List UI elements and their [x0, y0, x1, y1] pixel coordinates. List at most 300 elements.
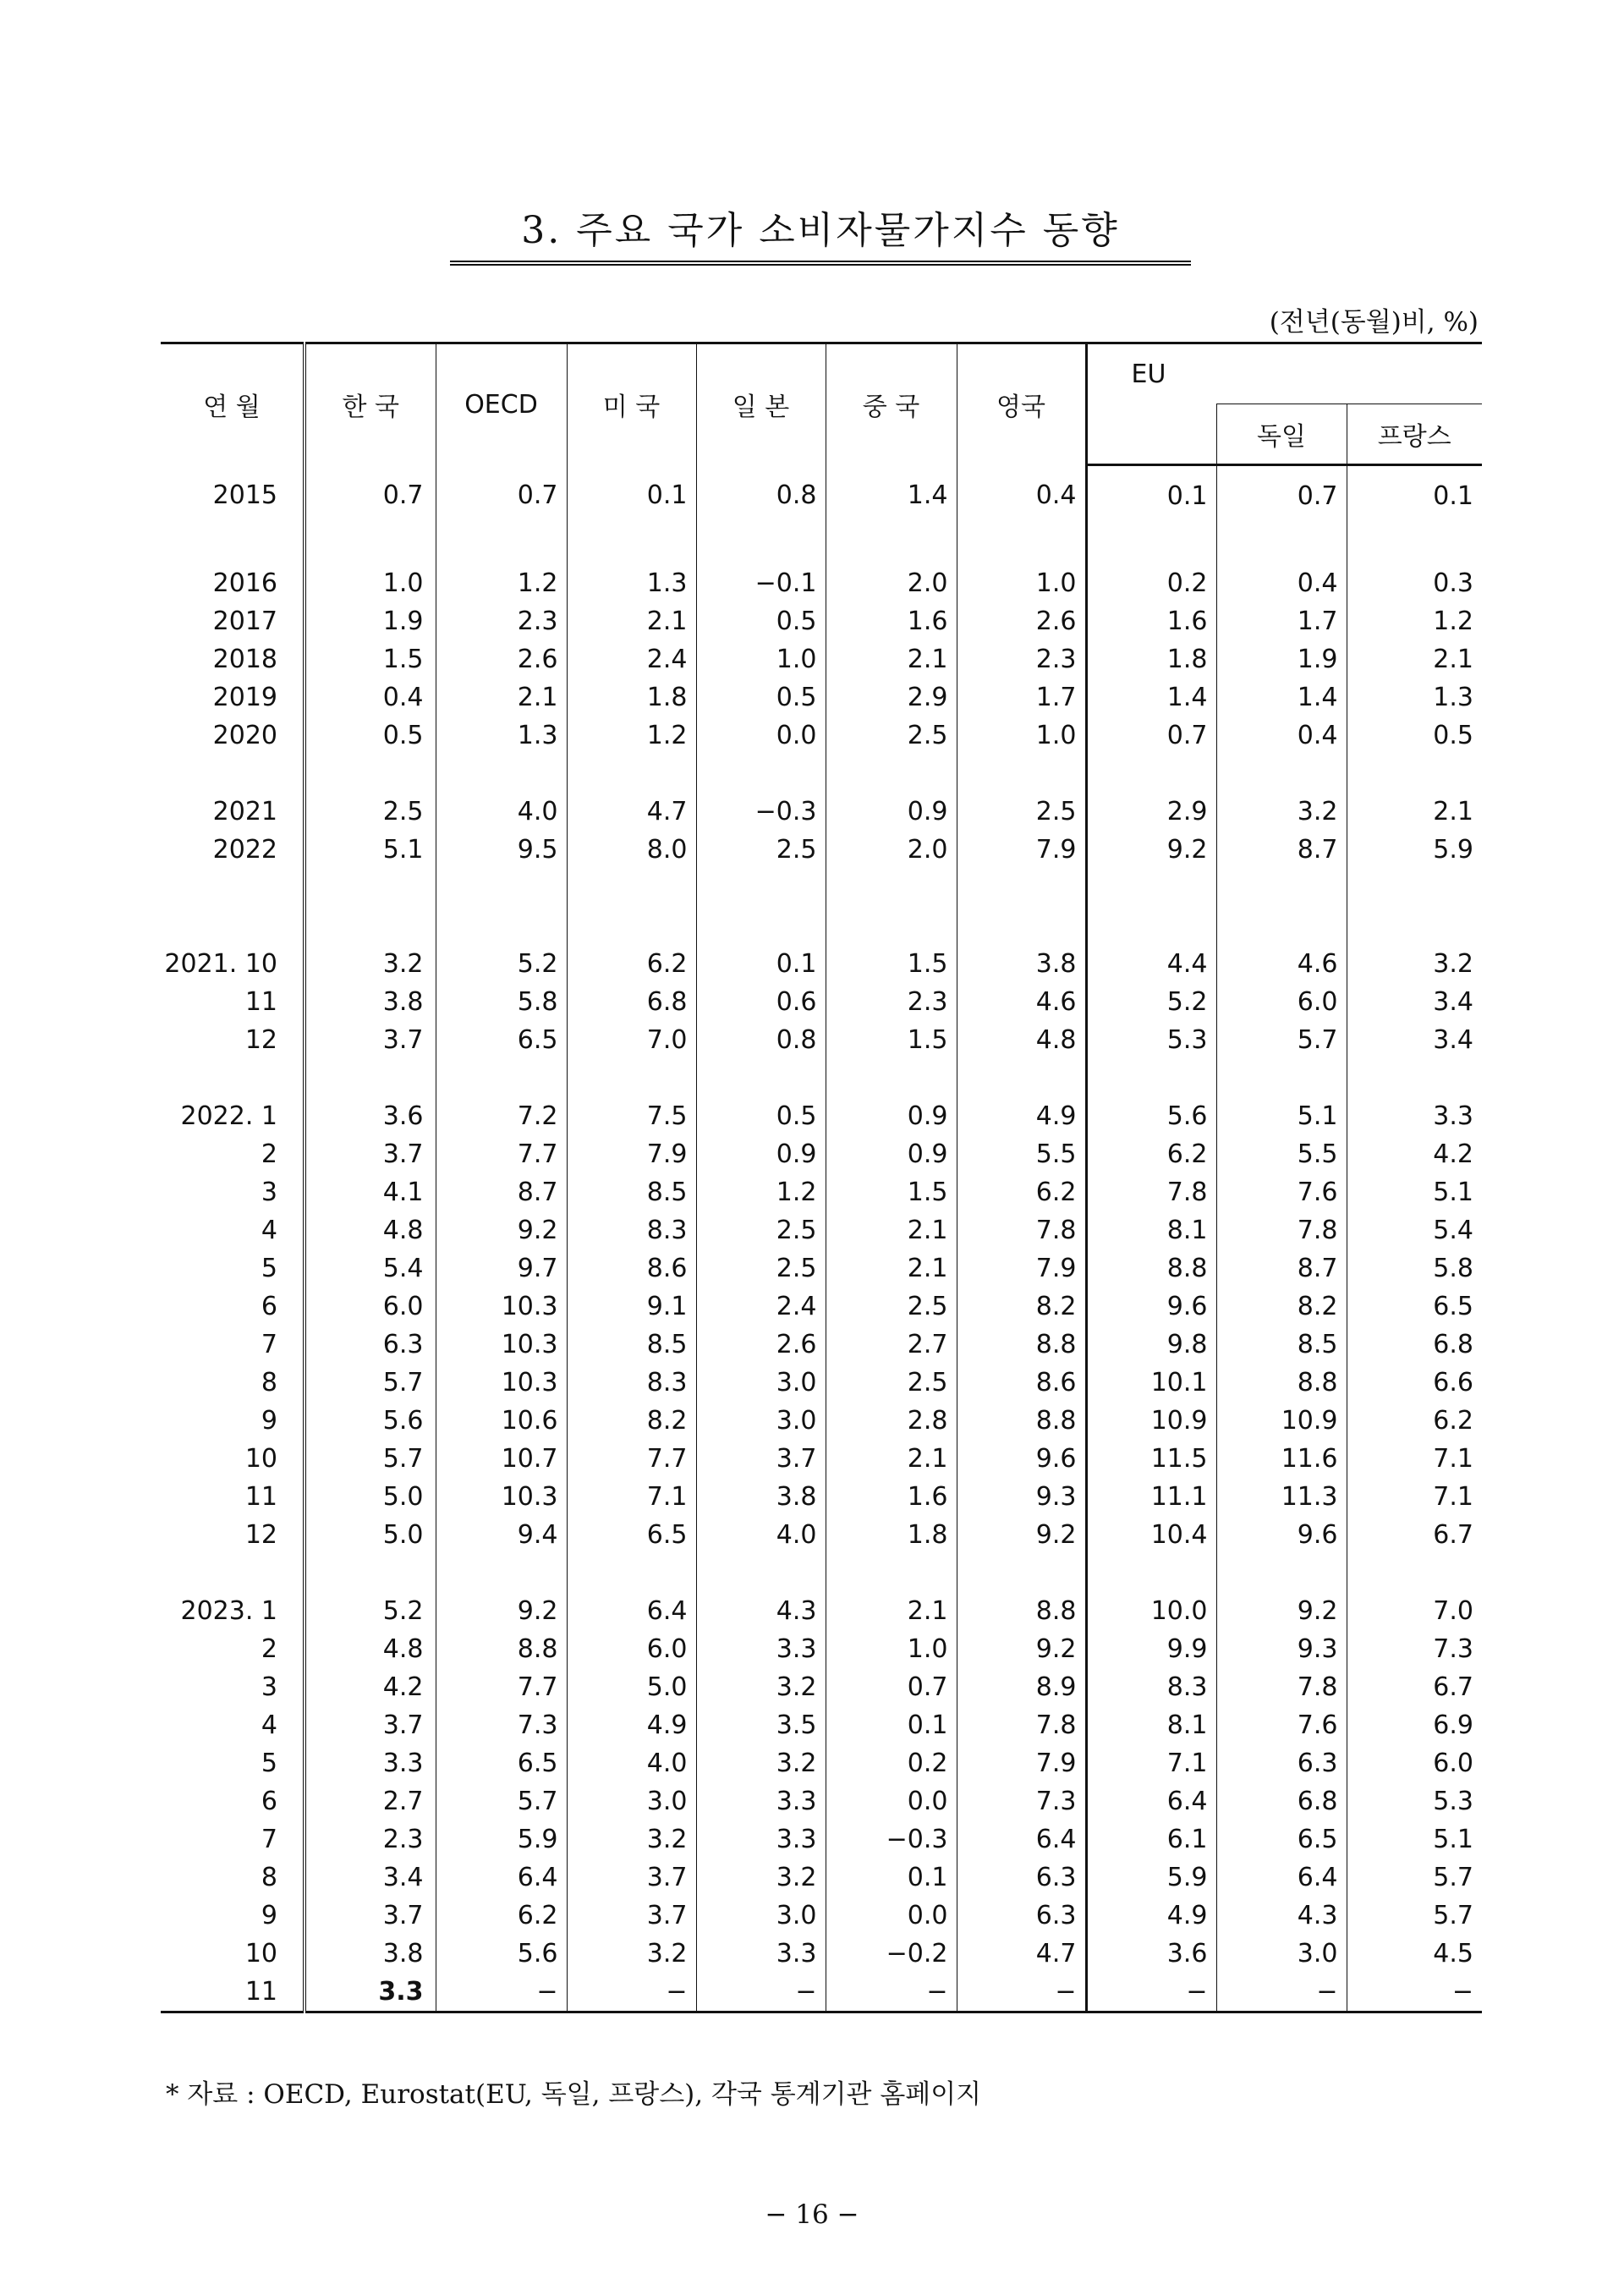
table-row [161, 1440, 1482, 1478]
value-cell: 8.8 [957, 1326, 1086, 1364]
value-cell: 5.9 [1086, 1859, 1216, 1897]
value-cell: 2.8 [826, 1402, 957, 1440]
table-row [161, 1859, 1482, 1897]
value-cell: 0.0 [826, 1897, 957, 1935]
spacer-cell [957, 1059, 1086, 1097]
value-cell: 4.7 [957, 1935, 1086, 1973]
value-cell: 3.2 [1216, 793, 1347, 831]
spacer-cell [1086, 526, 1216, 564]
value-cell: 2.3 [957, 640, 1086, 678]
value-cell: 7.6 [1216, 1173, 1347, 1211]
table-row [161, 1326, 1482, 1364]
value-cell: 2.0 [826, 564, 957, 602]
value-cell: 0.9 [826, 1135, 957, 1173]
value-cell: 6.5 [567, 1516, 696, 1554]
value-cell: 8.3 [567, 1211, 696, 1249]
value-cell: 0.1 [826, 1859, 957, 1897]
header-china: 중 국 [826, 343, 957, 465]
spacer-cell [957, 869, 1086, 907]
value-cell: 7.8 [1216, 1211, 1347, 1249]
spacer-cell [1347, 869, 1482, 907]
value-cell: 5.3 [1347, 1782, 1482, 1820]
value-cell: 4.3 [696, 1592, 826, 1630]
value-cell: 3.7 [304, 1706, 436, 1744]
value-cell: 4.0 [436, 793, 567, 831]
source-note: * 자료 : OECD, Eurostat(EU, 독일, 프랑스), 각국 통계기관 홈페이지 [166, 2079, 982, 2110]
value-cell: 6.3 [304, 1326, 436, 1364]
value-cell: 10.3 [436, 1478, 567, 1516]
period-cell: 2017 [161, 602, 304, 640]
value-cell: 1.8 [826, 1516, 957, 1554]
period-cell: 8 [161, 1859, 304, 1897]
value-cell: 11.1 [1086, 1478, 1216, 1516]
header-germany: 독일 [1216, 404, 1347, 465]
table-row [161, 1211, 1482, 1249]
value-cell: 0.1 [696, 945, 826, 983]
value-cell: 10.9 [1086, 1402, 1216, 1440]
value-cell: 8.2 [1216, 1288, 1347, 1326]
spacer-cell [567, 1554, 696, 1592]
period-cell: 9 [161, 1402, 304, 1440]
value-cell: 1.5 [826, 1021, 957, 1059]
value-cell: − [696, 1973, 826, 2012]
value-cell: 3.7 [304, 1135, 436, 1173]
value-cell: 6.2 [1347, 1402, 1482, 1440]
value-cell: 3.4 [1347, 983, 1482, 1021]
value-cell: 8.6 [957, 1364, 1086, 1402]
value-cell: 1.7 [1216, 602, 1347, 640]
value-cell: 8.2 [957, 1288, 1086, 1326]
value-cell: 3.8 [957, 945, 1086, 983]
value-cell: 7.2 [436, 1097, 567, 1135]
table-row [161, 1744, 1482, 1782]
spacer-cell [1347, 526, 1482, 564]
period-cell: 11 [161, 1478, 304, 1516]
value-cell: 1.4 [1216, 678, 1347, 717]
spacer-cell [957, 755, 1086, 793]
value-cell: 2.3 [304, 1820, 436, 1859]
value-cell: 0.7 [436, 465, 567, 526]
value-cell: 3.8 [304, 983, 436, 1021]
header-usa: 미 국 [567, 343, 696, 465]
value-cell: 3.2 [304, 945, 436, 983]
value-cell: 6.5 [436, 1021, 567, 1059]
spacer-cell [957, 526, 1086, 564]
period-cell: 2022 [161, 831, 304, 869]
value-cell: 0.4 [304, 678, 436, 717]
value-cell: 9.2 [436, 1211, 567, 1249]
value-cell: 4.6 [1216, 945, 1347, 983]
spacer-cell [1086, 1554, 1216, 1592]
spacer-cell [567, 755, 696, 793]
value-cell: 2.5 [826, 1288, 957, 1326]
value-cell: 6.0 [304, 1288, 436, 1326]
value-cell: 6.2 [957, 1173, 1086, 1211]
value-cell: 4.1 [304, 1173, 436, 1211]
value-cell: 8.2 [567, 1402, 696, 1440]
table-row [161, 983, 1482, 1021]
value-cell: − [567, 1973, 696, 2012]
value-cell: 1.0 [304, 564, 436, 602]
spacer-cell [436, 869, 567, 907]
value-cell: 10.6 [436, 1402, 567, 1440]
period-cell: 2016 [161, 564, 304, 602]
table-row [161, 1021, 1482, 1059]
value-cell: 1.0 [696, 640, 826, 678]
value-cell: 7.1 [1086, 1744, 1216, 1782]
value-cell: 0.7 [1086, 717, 1216, 755]
header-japan: 일 본 [696, 343, 826, 465]
value-cell: 8.1 [1086, 1706, 1216, 1744]
value-cell: 2.1 [436, 678, 567, 717]
value-cell: 6.5 [436, 1744, 567, 1782]
spacer-cell [1347, 1554, 1482, 1592]
value-cell: 6.8 [1216, 1782, 1347, 1820]
value-cell: 6.2 [436, 1897, 567, 1935]
value-cell: 2.5 [696, 1211, 826, 1249]
value-cell: 2.1 [826, 1592, 957, 1630]
value-cell: 0.9 [826, 1097, 957, 1135]
table-spacer-row [161, 907, 1482, 945]
value-cell: 2.4 [567, 640, 696, 678]
value-cell: 5.1 [1347, 1173, 1482, 1211]
spacer-cell [696, 1059, 826, 1097]
value-cell: 2.7 [826, 1326, 957, 1364]
value-cell: 0.7 [826, 1668, 957, 1706]
table-row [161, 678, 1482, 717]
table-row [161, 640, 1482, 678]
value-cell: 3.2 [696, 1744, 826, 1782]
value-cell: 11.3 [1216, 1478, 1347, 1516]
spacer-cell [1216, 1554, 1347, 1592]
value-cell: 6.3 [1216, 1744, 1347, 1782]
header-france: 프랑스 [1347, 404, 1482, 465]
value-cell: 4.6 [957, 983, 1086, 1021]
value-cell: − [826, 1973, 957, 2012]
value-cell: 2.6 [957, 602, 1086, 640]
value-cell: 6.0 [567, 1630, 696, 1668]
value-cell: 8.5 [567, 1326, 696, 1364]
table-row [161, 717, 1482, 755]
table-header [161, 343, 1482, 465]
value-cell: 6.3 [957, 1859, 1086, 1897]
value-cell: 6.4 [567, 1592, 696, 1630]
value-cell: 2.6 [436, 640, 567, 678]
table-row [161, 831, 1482, 869]
value-cell: 4.4 [1086, 945, 1216, 983]
value-cell: 0.1 [826, 1706, 957, 1744]
table-spacer-row [161, 869, 1482, 907]
spacer-cell [161, 526, 304, 564]
table-row [161, 1097, 1482, 1135]
period-cell: 2015 [161, 465, 304, 526]
value-cell: 7.7 [436, 1135, 567, 1173]
value-cell: 1.6 [826, 1478, 957, 1516]
spacer-cell [161, 1059, 304, 1097]
value-cell: 4.8 [304, 1211, 436, 1249]
value-cell: 0.1 [1347, 465, 1482, 526]
unit-note: (전년(동월)비, %) [1269, 307, 1479, 338]
value-cell: 5.6 [1086, 1097, 1216, 1135]
value-cell: 6.6 [1347, 1364, 1482, 1402]
value-cell: 7.6 [1216, 1706, 1347, 1744]
value-cell: 3.8 [304, 1935, 436, 1973]
value-cell: 4.9 [1086, 1897, 1216, 1935]
period-cell: 11 [161, 1973, 304, 2012]
value-cell: 10.1 [1086, 1364, 1216, 1402]
value-cell: 5.9 [436, 1820, 567, 1859]
period-cell: 10 [161, 1935, 304, 1973]
value-cell: 2.0 [826, 831, 957, 869]
value-cell: 1.8 [567, 678, 696, 717]
value-cell: 3.4 [1347, 1021, 1482, 1059]
value-cell: 9.2 [1086, 831, 1216, 869]
value-cell: 8.5 [567, 1173, 696, 1211]
spacer-cell [304, 1059, 436, 1097]
value-cell: 1.3 [436, 717, 567, 755]
spacer-cell [304, 755, 436, 793]
spacer-cell [696, 755, 826, 793]
spacer-cell [304, 1554, 436, 1592]
value-cell: 1.8 [1086, 640, 1216, 678]
value-cell: 6.2 [567, 945, 696, 983]
value-cell: 1.9 [1216, 640, 1347, 678]
value-cell: 3.0 [567, 1782, 696, 1820]
spacer-cell [957, 1554, 1086, 1592]
value-cell: 7.9 [957, 831, 1086, 869]
value-cell: 6.3 [957, 1897, 1086, 1935]
value-cell: 5.2 [436, 945, 567, 983]
value-cell: 9.8 [1086, 1326, 1216, 1364]
value-cell: 4.7 [567, 793, 696, 831]
value-cell: 3.2 [696, 1668, 826, 1706]
value-cell: 3.3 [1347, 1097, 1482, 1135]
value-cell: 2.7 [304, 1782, 436, 1820]
spacer-cell [696, 869, 826, 907]
value-cell: 0.1 [1086, 465, 1216, 526]
value-cell: 0.3 [1347, 564, 1482, 602]
period-cell: 4 [161, 1211, 304, 1249]
value-cell: 2.9 [1086, 793, 1216, 831]
value-cell: 6.4 [957, 1820, 1086, 1859]
value-cell: 3.3 [696, 1782, 826, 1820]
value-cell: − [1347, 1973, 1482, 2012]
period-cell: 3 [161, 1668, 304, 1706]
spacer-cell [161, 869, 304, 907]
value-cell: 0.5 [1347, 717, 1482, 755]
value-cell: 10.7 [436, 1440, 567, 1478]
value-cell: 9.1 [567, 1288, 696, 1326]
value-cell: 2.5 [304, 793, 436, 831]
value-cell: − [436, 1973, 567, 2012]
spacer-cell [1216, 869, 1347, 907]
cpi-table [161, 342, 1482, 2013]
spacer-cell [1216, 526, 1347, 564]
value-cell: 8.3 [1086, 1668, 1216, 1706]
value-cell: 7.9 [567, 1135, 696, 1173]
spacer-cell [436, 1554, 567, 1592]
value-cell: 6.7 [1347, 1516, 1482, 1554]
value-cell: − [957, 1973, 1086, 2012]
value-cell: 4.9 [567, 1706, 696, 1744]
value-cell: 2.3 [826, 983, 957, 1021]
spacer-cell [436, 755, 567, 793]
table-spacer-row [161, 1554, 1482, 1592]
value-cell: 1.5 [826, 1173, 957, 1211]
value-cell: 5.4 [304, 1249, 436, 1288]
value-cell: 7.7 [436, 1668, 567, 1706]
header-eu-spacer [1086, 404, 1216, 465]
value-cell: 1.5 [304, 640, 436, 678]
value-cell: 2.1 [826, 1440, 957, 1478]
spacer-cell [567, 907, 696, 945]
period-cell: 2021. 10 [161, 945, 304, 983]
value-cell: − [1216, 1973, 1347, 2012]
value-cell: 3.5 [696, 1706, 826, 1744]
value-cell: 7.3 [436, 1706, 567, 1744]
period-cell: 10 [161, 1440, 304, 1478]
value-cell: 0.9 [826, 793, 957, 831]
period-cell: 2019 [161, 678, 304, 717]
spacer-cell [161, 755, 304, 793]
value-cell: 3.2 [1347, 945, 1482, 983]
period-cell: 12 [161, 1516, 304, 1554]
value-cell: 4.2 [1347, 1135, 1482, 1173]
value-cell: 0.8 [696, 465, 826, 526]
value-cell: 7.8 [957, 1211, 1086, 1249]
spacer-cell [304, 907, 436, 945]
value-cell: 2.1 [1347, 640, 1482, 678]
value-cell: 4.8 [957, 1021, 1086, 1059]
value-cell: 5.7 [304, 1364, 436, 1402]
cpi-table-container [161, 342, 1482, 2013]
value-cell: 1.2 [436, 564, 567, 602]
value-cell: 1.4 [826, 465, 957, 526]
value-cell: −0.3 [826, 1820, 957, 1859]
value-cell: 7.0 [1347, 1592, 1482, 1630]
period-cell: 11 [161, 983, 304, 1021]
value-cell: 3.0 [696, 1897, 826, 1935]
value-cell: 4.0 [696, 1516, 826, 1554]
table-row [161, 1782, 1482, 1820]
value-cell: 4.9 [957, 1097, 1086, 1135]
table-spacer-row [161, 526, 1482, 564]
table-row [161, 1668, 1482, 1706]
value-cell: 5.2 [304, 1592, 436, 1630]
period-cell: 5 [161, 1249, 304, 1288]
table-row [161, 1249, 1482, 1288]
value-cell: 1.6 [826, 602, 957, 640]
value-cell: 0.0 [826, 1782, 957, 1820]
value-cell: 0.4 [1216, 564, 1347, 602]
value-cell: 3.6 [304, 1097, 436, 1135]
value-cell: 3.7 [696, 1440, 826, 1478]
value-cell: 2.1 [567, 602, 696, 640]
value-cell: 3.7 [567, 1897, 696, 1935]
spacer-cell [1216, 1059, 1347, 1097]
period-cell: 5 [161, 1744, 304, 1782]
value-cell: 1.0 [826, 1630, 957, 1668]
period-cell: 2023. 1 [161, 1592, 304, 1630]
value-cell: 1.0 [957, 564, 1086, 602]
value-cell: 2.1 [1347, 793, 1482, 831]
value-cell: 3.0 [696, 1364, 826, 1402]
value-cell: 5.6 [436, 1935, 567, 1973]
value-cell: 7.3 [957, 1782, 1086, 1820]
table-row [161, 1706, 1482, 1744]
value-cell: 9.6 [957, 1440, 1086, 1478]
period-cell: 12 [161, 1021, 304, 1059]
value-cell: 5.8 [436, 983, 567, 1021]
table-row [161, 602, 1482, 640]
value-cell: 8.8 [1086, 1249, 1216, 1288]
value-cell: 5.1 [304, 831, 436, 869]
value-cell: 3.7 [304, 1021, 436, 1059]
value-cell: 9.5 [436, 831, 567, 869]
value-cell: −0.2 [826, 1935, 957, 1973]
value-cell: 3.6 [1086, 1935, 1216, 1973]
value-cell: 8.3 [567, 1364, 696, 1402]
value-cell: 10.0 [1086, 1592, 1216, 1630]
value-cell: −0.3 [696, 793, 826, 831]
value-cell: 4.3 [1216, 1897, 1347, 1935]
value-cell: 7.7 [567, 1440, 696, 1478]
value-cell: 10.9 [1216, 1402, 1347, 1440]
spacer-cell [1216, 755, 1347, 793]
table-row [161, 1173, 1482, 1211]
value-cell: 4.5 [1347, 1935, 1482, 1973]
table-row [161, 1820, 1482, 1859]
spacer-cell [1086, 1059, 1216, 1097]
spacer-cell [696, 1554, 826, 1592]
value-cell: 5.8 [1347, 1249, 1482, 1288]
value-cell: 9.4 [436, 1516, 567, 1554]
spacer-cell [567, 869, 696, 907]
value-cell: 0.4 [1216, 717, 1347, 755]
value-cell: 7.1 [567, 1478, 696, 1516]
value-cell: 1.6 [1086, 602, 1216, 640]
header-korea: 한 국 [304, 343, 436, 465]
value-cell: 4.0 [567, 1744, 696, 1782]
value-cell: 9.2 [1216, 1592, 1347, 1630]
value-cell: 9.6 [1086, 1288, 1216, 1326]
value-cell: 2.9 [826, 678, 957, 717]
value-cell: 3.7 [567, 1859, 696, 1897]
value-cell: −0.1 [696, 564, 826, 602]
value-cell: 9.6 [1216, 1516, 1347, 1554]
table-row [161, 1135, 1482, 1173]
value-cell: 5.5 [957, 1135, 1086, 1173]
value-cell: 8.9 [957, 1668, 1086, 1706]
table-row [161, 1288, 1482, 1326]
value-cell: 9.2 [957, 1516, 1086, 1554]
value-cell: 6.4 [1086, 1782, 1216, 1820]
value-cell: 6.9 [1347, 1706, 1482, 1744]
spacer-cell [304, 526, 436, 564]
value-cell: 7.8 [1086, 1173, 1216, 1211]
table-row [161, 1478, 1482, 1516]
value-cell: 5.6 [304, 1402, 436, 1440]
table-row [161, 564, 1482, 602]
value-cell: 5.2 [1086, 983, 1216, 1021]
value-cell: 3.2 [567, 1820, 696, 1859]
table-row [161, 1364, 1482, 1402]
spacer-cell [826, 755, 957, 793]
value-cell: 8.7 [1216, 831, 1347, 869]
value-cell: 3.8 [696, 1478, 826, 1516]
value-cell: 5.7 [1216, 1021, 1347, 1059]
table-row [161, 1516, 1482, 1554]
